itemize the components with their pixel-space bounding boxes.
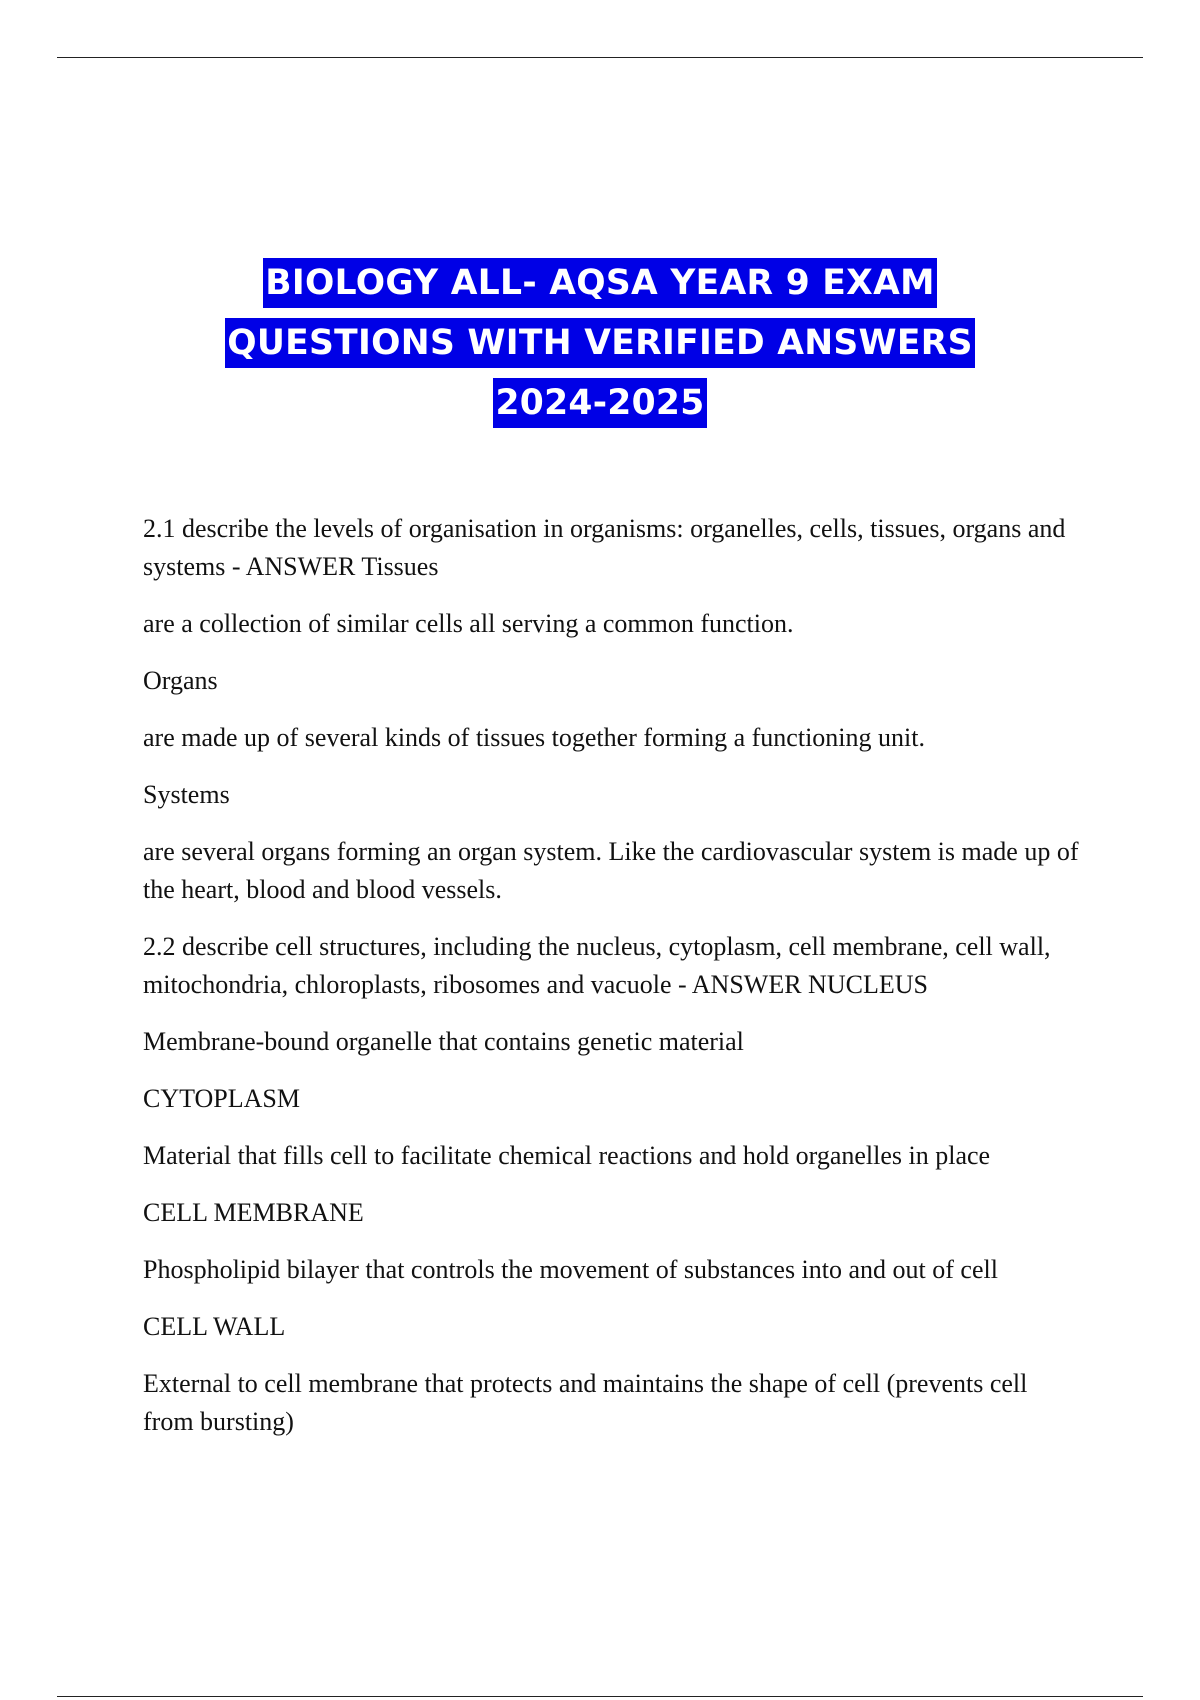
title-line-1: BIOLOGY ALL- AQSA YEAR 9 EXAM bbox=[0, 258, 1200, 308]
answer-cell-membrane-definition: Phospholipid bilayer that controls the movement of substances into and out of cell bbox=[143, 1255, 998, 1284]
title-line-3: 2024-2025 bbox=[0, 378, 1200, 428]
answer-systems-definition: are several organs forming an organ system. Like the cardiovascular system is made up of the heart, blood and blood vessels. bbox=[143, 837, 1079, 904]
bottom-rule bbox=[57, 1696, 1143, 1697]
answer-tissues-definition: are a collection of similar cells all serving a common function. bbox=[143, 609, 794, 638]
term-systems: Systems bbox=[143, 780, 230, 809]
question-2-1: 2.1 describe the levels of organisation in organisms: organelles, cells, tissues, organs and systems - ANSWER Tissues bbox=[143, 514, 1066, 581]
term-organs: Organs bbox=[143, 666, 218, 695]
document-title bbox=[0, 258, 1200, 438]
question-2-2: 2.2 describe cell structures, including the nucleus, cytoplasm, cell membrane, cell wall, mitochondria, chloroplasts, ribosomes and vacuole - ANSWER NUCLEUS bbox=[143, 932, 1051, 999]
answer-cytoplasm-definition: Material that fills cell to facilitate chemical reactions and hold organelles in place bbox=[143, 1141, 991, 1170]
term-cytoplasm: CYTOPLASM bbox=[143, 1084, 301, 1113]
term-cell-membrane: CELL MEMBRANE bbox=[143, 1198, 364, 1227]
answer-cell-wall-definition: External to cell membrane that protects and maintains the shape of cell (prevents cell from bursting) bbox=[143, 1369, 1028, 1436]
top-rule bbox=[57, 57, 1143, 58]
answer-organs-definition: are made up of several kinds of tissues together forming a functioning unit. bbox=[143, 723, 925, 752]
document-body bbox=[143, 510, 1083, 1460]
answer-nucleus-definition: Membrane-bound organelle that contains genetic material bbox=[143, 1027, 744, 1056]
title-line-2: QUESTIONS WITH VERIFIED ANSWERS bbox=[0, 318, 1200, 368]
term-cell-wall: CELL WALL bbox=[143, 1312, 286, 1341]
